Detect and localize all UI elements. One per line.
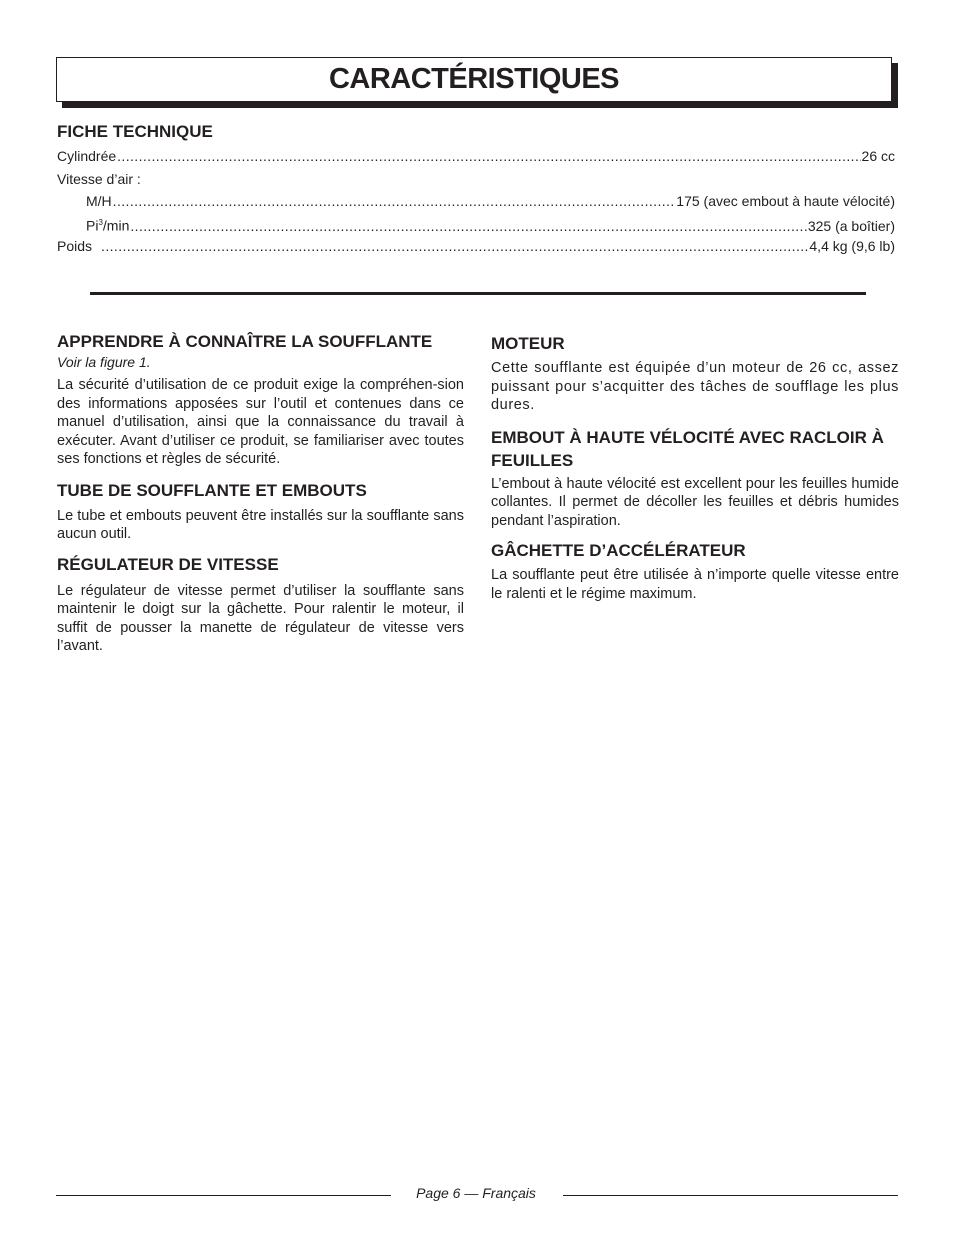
spec-value: 26 cc <box>861 148 895 164</box>
spec-row-air-speed <box>57 170 357 188</box>
section-text: La sécurité d’utilisation de ce produit exige la compréhen-sion des informations apposées sur l’outil et contenues dans ce manuel d’utilisation, ainsi que la connaissance du travail à exécuter. Avant d’utiliser ce produit, se familiariser avec toutes ses fonctions et règles de sécurité. <box>57 377 464 467</box>
section-heading: GÂCHETTE D’ACCÉLÉRATEUR <box>491 541 746 560</box>
left-column <box>57 332 464 656</box>
page-footer: Page 6 — Français <box>416 1185 536 1201</box>
section-heading: RÉGULATEUR DE VITESSE <box>57 554 279 574</box>
page-title-box <box>56 57 892 102</box>
section-heading: TUBE DE SOUFFLANTE ET EMBOUTS <box>57 480 367 500</box>
dot-leader <box>130 217 806 235</box>
spec-label: Poids <box>57 238 93 254</box>
spec-value: 325 (a boîtier) <box>807 217 895 234</box>
footer-rule-left <box>56 1195 391 1196</box>
section-text: L’embout à haute vélocité est excellent pour les feuilles humide collantes. Il permet de décoller les feuilles et débris humides pendant l’aspiration. <box>491 475 899 529</box>
spec-row-cfm <box>86 214 895 235</box>
section-text: Cette soufflante est équipée d’un moteur de 26 cc, assez puissant pour s’acquitter des tâches de soufflage les plus dures. <box>491 360 899 413</box>
spec-row-mph <box>86 192 895 210</box>
section-divider <box>90 292 866 295</box>
spec-label <box>86 214 129 235</box>
spec-row-displacement <box>57 147 895 165</box>
section-heading: APPRENDRE À CONNAÎTRE LA SOUFFLANTE <box>57 332 433 351</box>
section-heading: EMBOUT À HAUTE VÉLOCITÉ AVEC RACLOIR À FEUILLES <box>491 427 884 470</box>
right-column <box>491 332 899 603</box>
spec-value: 175 (avec embout à haute vélocité) <box>676 193 895 209</box>
spec-label: M/H <box>86 193 112 209</box>
section-text: Le tube et embouts peuvent être installés sur la soufflante sans aucun outil. <box>57 507 464 542</box>
spec-value: 4,4 kg (9,6 lb) <box>809 238 895 254</box>
figure-reference: Voir la figure 1. <box>57 354 151 370</box>
dot-leader <box>113 192 676 210</box>
spec-label: Vitesse d’air : <box>57 171 141 187</box>
spec-label-sup: 3 <box>98 218 103 227</box>
spec-label-base: Pi <box>86 217 99 234</box>
spec-heading: FICHE TECHNIQUE <box>57 122 213 141</box>
footer-rule-right <box>563 1195 898 1196</box>
spec-label: Cylindrée <box>57 148 117 164</box>
dot-leader <box>117 147 860 165</box>
section-text: La soufflante peut être utilisée à n’importe quelle vitesse entre le ralenti et le régime maximum. <box>491 567 899 602</box>
section-heading: MOTEUR <box>491 334 565 353</box>
spec-row-weight <box>57 237 895 255</box>
dot-leader <box>101 237 808 255</box>
page-title: CARACTÉRISTIQUES <box>328 63 620 95</box>
section-text: Le régulateur de vitesse permet d’utiliser la soufflante sans maintenir le doigt sur la gâchette. Pour ralentir le moteur, il suffit de pousser la manette de régulateur de vitesse vers l’avant. <box>57 582 464 654</box>
spec-label-rest: /min <box>102 217 130 234</box>
